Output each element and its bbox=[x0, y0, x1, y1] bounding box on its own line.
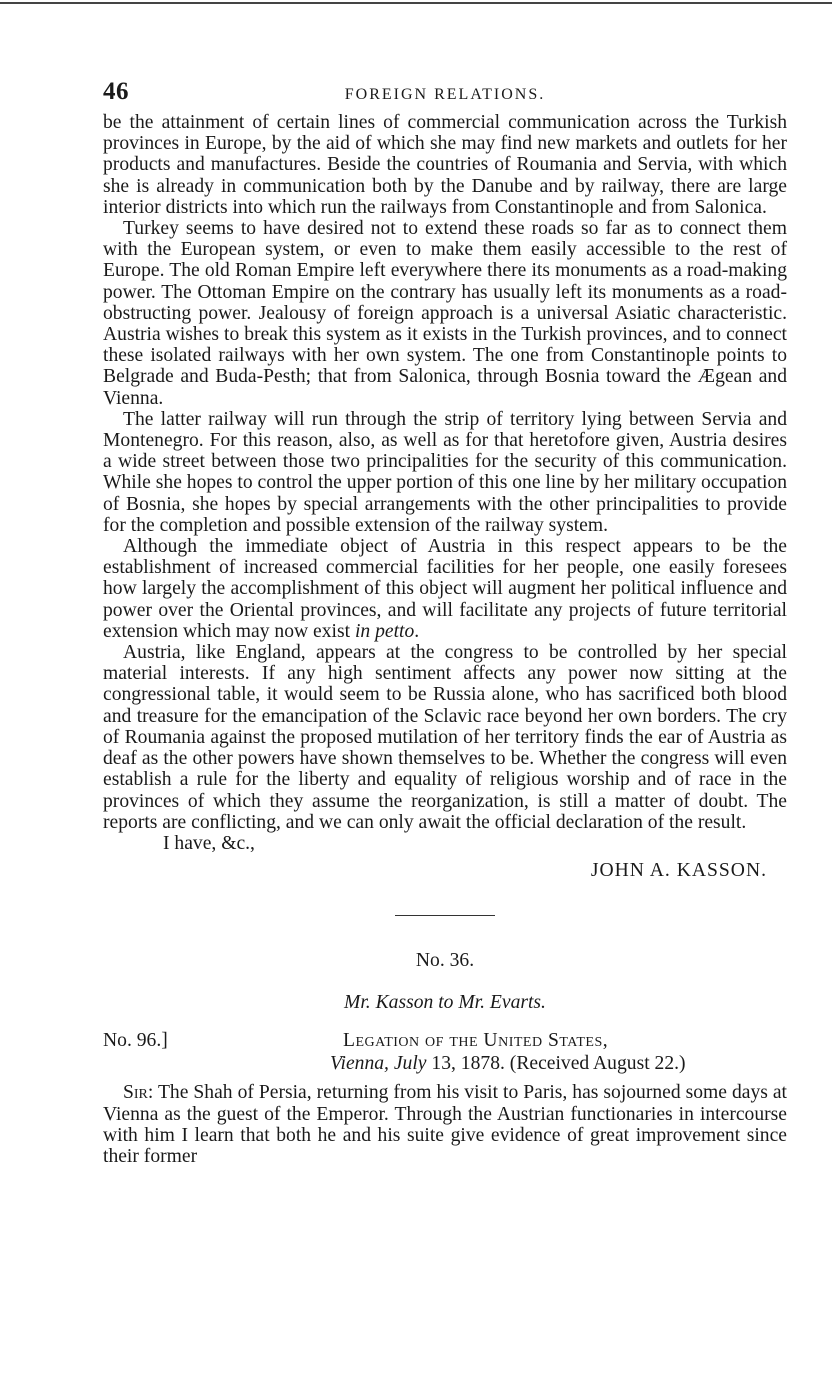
date-rest: 13, 1878. bbox=[431, 1053, 505, 1075]
page-number: 46 bbox=[103, 78, 129, 105]
date-month: July bbox=[393, 1053, 427, 1075]
letter-continuation bbox=[103, 112, 787, 833]
document-heading: Mr. Kasson to Mr. Evarts. bbox=[344, 992, 546, 1014]
paragraph-5: Austria, like England, appears at the congress to be controlled by her special material interests. If any high sentiment affects any power now sitting at the congressional table, it would seem to be Russia alone, who has sacrificed both blood and treasure for the emancipation of the Sclavic race beyond her own borders. The cry of Roumania against the proposed mutilation of her territory finds the ear of Austria as deaf as the other powers have shown themselves to be. Whether the congress will even establish a rule for the liberty and equality of religious worship and of race in the provinces of which they assume the reorganization, is still a matter of doubt. The reports are conflicting, and we can only await the official declaration of the result. bbox=[103, 642, 787, 833]
paragraph-2: Turkey seems to have desired not to extend these roads so far as to connect them with the European system, or even to make them easily accessible to the rest of Europe. The old Roman Empire left everywhere there its monuments as a road-making power. The Ottoman Empire on the contrary has usually left its monuments as a road-obstructing power. Jealousy of foreign approach is a universal Asiatic characteristic. Austria wishes to break this system as it exists in the Turkish provinces, and to connect these isolated railways with her own system. The one from Constantinople points to Belgrade and Buda-Pesth; that from Salonica, through Bosnia toward the Ægean and Vienna. bbox=[103, 218, 787, 409]
paragraph-4-text: Although the immediate object of Austria in this respect appears to be the establishment of increased commercial facilities for her people, one easily foresees how largely the accomplishment of this object will augment her political influence and power over the Oriental provinces, and will facilitate any projects of future territorial extension which may now exist bbox=[103, 536, 787, 642]
document-number: No. 36. bbox=[415, 950, 475, 972]
paragraph-4 bbox=[103, 536, 787, 642]
legation-line: Legation of the United States, bbox=[343, 1030, 609, 1052]
paragraph-1: be the attainment of certain lines of commercial communication across the Turkish provinces in Europe, by the aid of which she may find new markets and outlets for her products and manufactures. Beside the countries of Roumania and Servia, with which she is already in communication both by the Danube and by railway, there are large interior districts into which run the railways from Constantinople and from Salonica. bbox=[103, 112, 787, 218]
letter-body bbox=[103, 1082, 787, 1167]
running-head bbox=[103, 78, 787, 112]
paragraph-3: The latter railway will run through the strip of territory lying between Servia and Montenegro. For this reason, also, as well as for that heretofore given, Austria desires a wide street between those two principalities for the security of this communication. While she hopes to control the upper portion of this one line by her military occupation of Bosnia, she hopes by special arrangements with the other principalities to provide for the completion and possible extension of the railway system. bbox=[103, 408, 787, 536]
closing-line: I have, &c., bbox=[163, 832, 255, 854]
top-border-rule bbox=[0, 2, 832, 4]
letter-header bbox=[103, 1030, 787, 1080]
dispatch-number: No. 96.] bbox=[103, 1030, 168, 1052]
letter-body-text: The Shah of Persia, returning from his visit to Paris, has sojourned some days at Vienna as the guest of the Emperor. Through the Austrian functionaries in intercourse with him I learn that both he and his suite give evidence of great improvement since their former bbox=[103, 1082, 787, 1167]
letter-paragraph-1 bbox=[103, 1082, 787, 1167]
paragraph-4-end: . bbox=[414, 620, 420, 642]
document-page bbox=[103, 78, 787, 1167]
dateline bbox=[330, 1053, 686, 1075]
section-divider bbox=[395, 915, 495, 916]
letter-closing bbox=[103, 833, 787, 881]
paragraph-4-italic: in petto bbox=[354, 620, 415, 642]
date-place: Vienna, bbox=[330, 1053, 389, 1075]
running-title: FOREIGN RELATIONS. bbox=[344, 86, 546, 103]
received-date: (Received August 22.) bbox=[509, 1053, 686, 1075]
signature: JOHN A. KASSON. bbox=[590, 860, 767, 882]
salutation: Sir: bbox=[123, 1082, 154, 1104]
